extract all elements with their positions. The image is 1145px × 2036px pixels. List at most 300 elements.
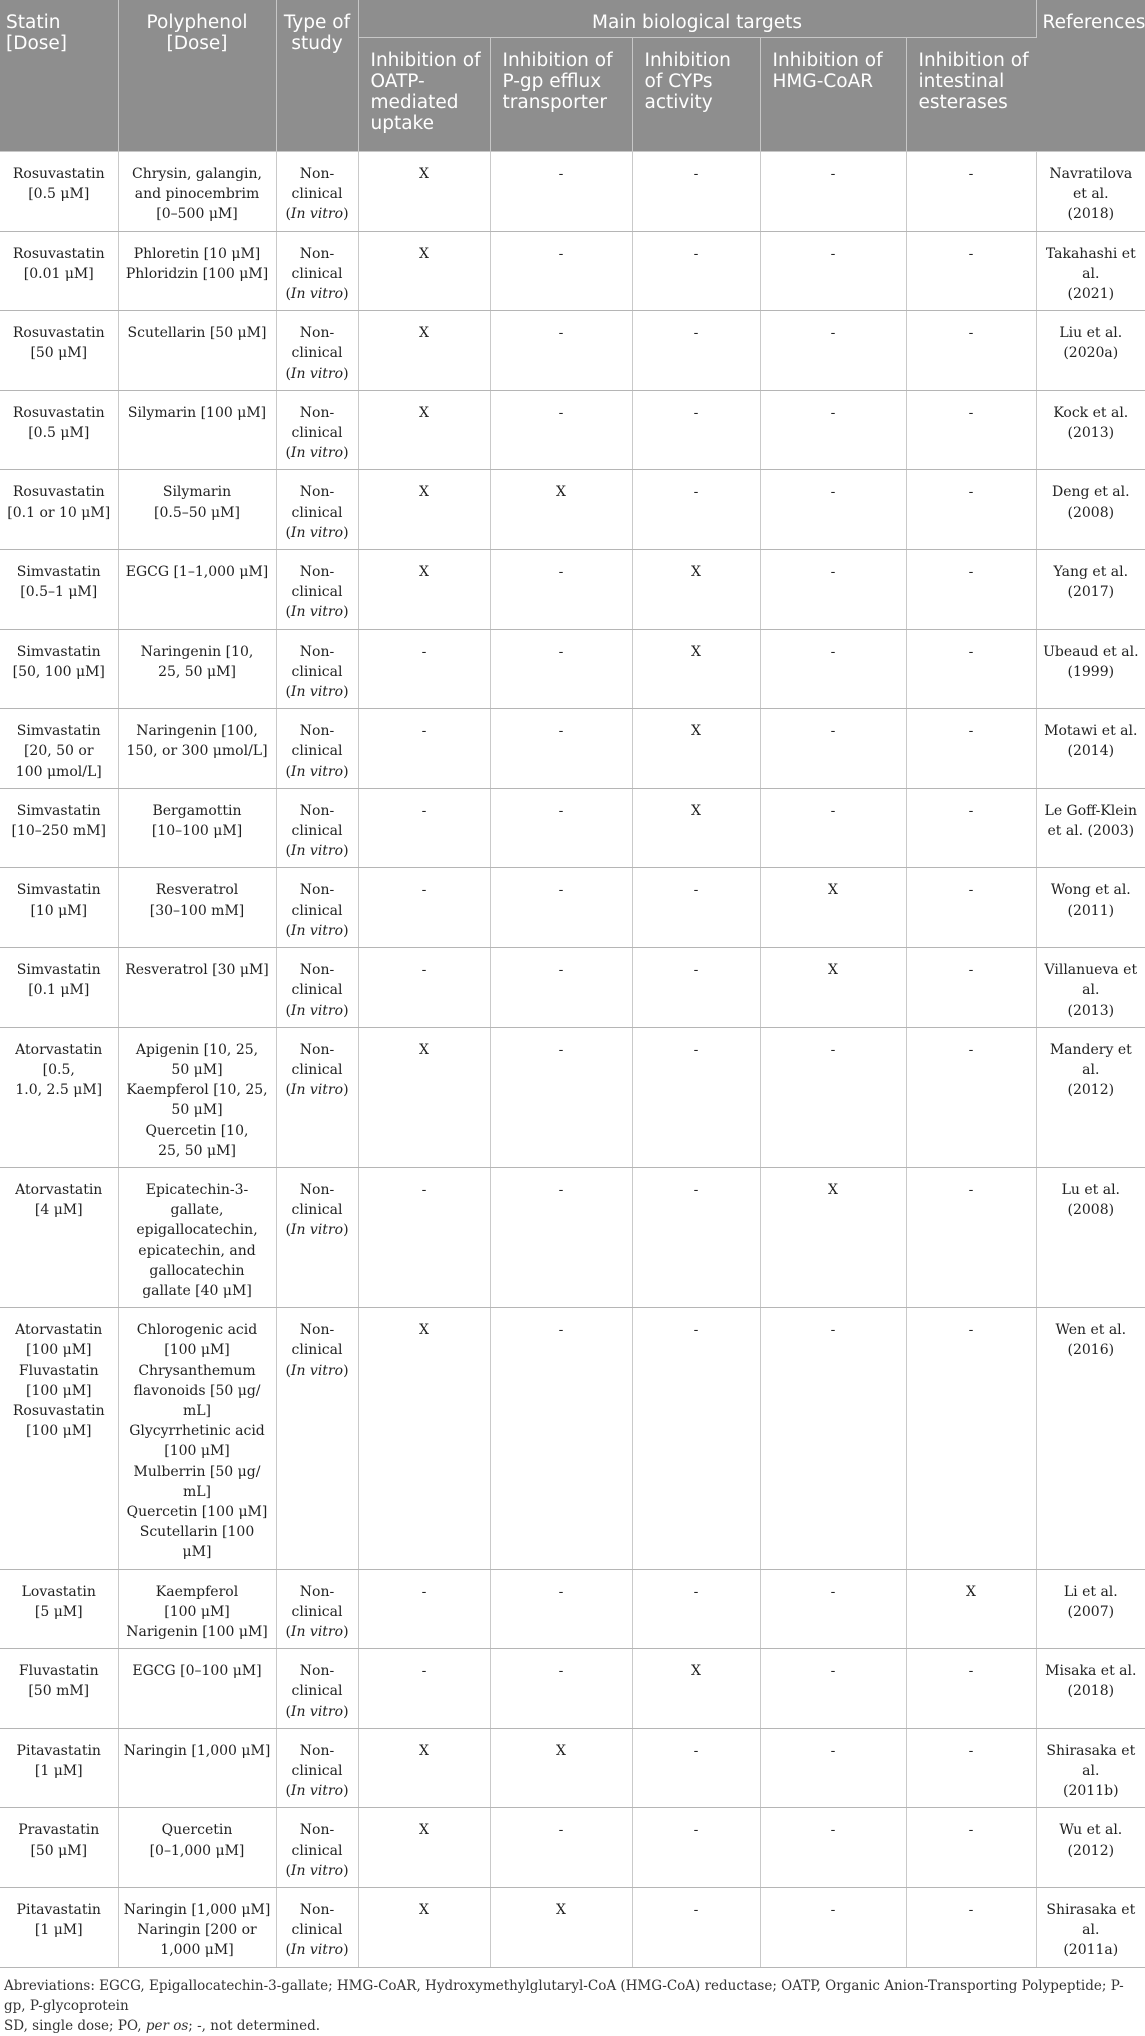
study-type-invitro: (In vitro)	[285, 763, 349, 780]
target-esterases-cell: -	[906, 1728, 1036, 1808]
study-type-cell	[276, 1308, 358, 1569]
target-oatp-cell: -	[358, 948, 490, 1028]
statin-cell	[0, 1728, 118, 1808]
statin-cell	[0, 1808, 118, 1888]
statin-cell-line: Rosuvastatin	[12, 325, 105, 342]
polyphenol-cell-line: 1,000 μM]	[160, 1942, 234, 1959]
target-hmgcoar-cell: -	[760, 1308, 906, 1569]
target-pgp-cell: -	[490, 390, 632, 470]
statin-cell-line: [5 μM]	[34, 1603, 83, 1620]
reference-cell	[1036, 231, 1145, 311]
statin-cell-line: Atorvastatin	[15, 1322, 103, 1339]
target-esterases-cell: -	[906, 1027, 1036, 1167]
statin-cell-line: Simvastatin	[16, 882, 101, 899]
polyphenol-cell-line: 50 μM]	[171, 1102, 223, 1119]
target-hmgcoar-cell: X	[760, 1167, 906, 1307]
table-row	[0, 470, 1145, 550]
reference-cell-line: (1999)	[1067, 663, 1115, 680]
table-row	[0, 1649, 1145, 1729]
study-type-cell	[276, 1167, 358, 1307]
polyphenol-cell-line: Phloridzin [100 μM]	[125, 265, 269, 282]
polyphenol-cell-line: Epicatechin-3-	[145, 1181, 249, 1198]
target-oatp-cell: X	[358, 1308, 490, 1569]
polyphenol-cell-line: Chlorogenic acid	[136, 1322, 258, 1339]
polyphenol-cell-line: Chrysanthemum	[138, 1362, 256, 1379]
reference-cell	[1036, 550, 1145, 630]
reference-cell-line: Navratilova et al.	[1049, 166, 1133, 203]
reference-cell	[1036, 788, 1145, 868]
table-row	[0, 152, 1145, 232]
polyphenol-cell-line: and pinocembrim	[134, 186, 260, 203]
study-type-invitro: (In vitro)	[285, 843, 349, 860]
target-hmgcoar-cell: X	[760, 948, 906, 1028]
target-cyp-cell: -	[632, 311, 760, 391]
target-pgp-cell: -	[490, 629, 632, 709]
target-esterases-cell: -	[906, 1808, 1036, 1888]
polyphenol-cell-line: flavonoids [50 μg/	[133, 1382, 261, 1399]
statin-cell-line: Fluvastatin	[18, 1362, 99, 1379]
statin-cell-line: [50 μM]	[30, 1842, 88, 1859]
header-hmgcoar: Inhibition of HMG-CoAR	[760, 38, 906, 152]
statin-cell-line: Rosuvastatin	[12, 404, 105, 421]
study-type-invitro: (In vitro)	[285, 1002, 349, 1019]
polyphenol-cell-line: [100 μM]	[164, 1342, 230, 1359]
polyphenol-cell-line: Resveratrol	[155, 882, 239, 899]
polyphenol-cell	[118, 311, 276, 391]
target-cyp-cell: -	[632, 470, 760, 550]
table-row	[0, 1808, 1145, 1888]
table-row	[0, 1308, 1145, 1569]
polyphenol-cell-line: gallate,	[170, 1202, 224, 1219]
header-oatp: Inhibition of OATP-mediated uptake	[358, 38, 490, 152]
footnote-not-determined: ; -, not determined.	[188, 2017, 321, 2034]
reference-cell	[1036, 1308, 1145, 1569]
target-esterases-cell: -	[906, 231, 1036, 311]
reference-cell-line: Le Goff-Klein	[1044, 802, 1138, 819]
polyphenol-cell-line: [100 μM]	[164, 1443, 230, 1460]
study-type-cell	[276, 231, 358, 311]
study-type-invitro: (In vitro)	[285, 1703, 349, 1720]
reference-cell-line: Shirasaka et al.	[1046, 1742, 1136, 1779]
statin-cell	[0, 948, 118, 1028]
target-hmgcoar-cell: X	[760, 868, 906, 948]
reference-cell-line: Kock et al.	[1053, 404, 1129, 421]
target-oatp-cell: -	[358, 709, 490, 789]
reference-cell-line: Takahashi et al.	[1045, 245, 1136, 282]
reference-cell	[1036, 1888, 1145, 1968]
study-type-invitro: (In vitro)	[285, 286, 349, 303]
target-pgp-cell: X	[490, 1728, 632, 1808]
target-pgp-cell: X	[490, 470, 632, 550]
study-type-prefix: Non-clinical	[291, 643, 343, 680]
reference-cell-line: Mandery et al.	[1049, 1041, 1132, 1078]
statin-cell-line: Lovastatin	[21, 1583, 96, 1600]
study-type-invitro: (In vitro)	[285, 1942, 349, 1959]
reference-cell-line: (2008)	[1067, 504, 1115, 521]
polyphenol-cell-line: Scutellarin [100 μM]	[139, 1524, 255, 1561]
table-row	[0, 550, 1145, 630]
polyphenol-cell-line: Glycyrrhetinic acid	[129, 1423, 265, 1440]
polyphenol-cell	[118, 1649, 276, 1729]
target-hmgcoar-cell: -	[760, 709, 906, 789]
polyphenol-cell-line: Naringin [1,000 μM]	[123, 1902, 271, 1919]
study-type-invitro: (In vitro)	[285, 524, 349, 541]
target-cyp-cell: X	[632, 788, 760, 868]
polyphenol-cell-line: Phloretin [10 μM]	[133, 245, 261, 262]
reference-cell-line: Deng et al.	[1052, 484, 1130, 501]
study-type-cell	[276, 629, 358, 709]
statin-cell-line: [50 mM]	[28, 1683, 90, 1700]
study-type-invitro-text: In vitro	[290, 1942, 344, 1959]
statin-cell-line: Pravastatin	[18, 1822, 100, 1839]
polyphenol-cell-line: mL]	[182, 1483, 212, 1500]
polyphenol-cell	[118, 1167, 276, 1307]
statin-cell-line: [0.01 μM]	[23, 265, 94, 282]
study-type-prefix: Non-clinical	[291, 1041, 343, 1078]
study-type-cell	[276, 470, 358, 550]
reference-cell-line: (2021)	[1067, 286, 1115, 303]
target-pgp-cell: -	[490, 1308, 632, 1569]
target-pgp-cell: -	[490, 311, 632, 391]
polyphenol-cell-line: epigallocatechin,	[136, 1222, 258, 1239]
table-body	[0, 152, 1145, 1968]
polyphenol-cell	[118, 1308, 276, 1569]
table-row	[0, 1167, 1145, 1307]
study-type-prefix: Non-clinical	[291, 484, 343, 521]
study-type-invitro-text: In vitro	[290, 524, 344, 541]
study-type-cell	[276, 868, 358, 948]
reference-cell	[1036, 1808, 1145, 1888]
header-statin: Statin [Dose]	[0, 0, 118, 152]
statin-cell-line: Atorvastatin	[15, 1181, 103, 1198]
table-row	[0, 1027, 1145, 1167]
polyphenol-cell-line: Quercetin [10,	[145, 1122, 249, 1139]
study-type-invitro-text: In vitro	[290, 206, 344, 223]
target-hmgcoar-cell: -	[760, 311, 906, 391]
statin-cell-line: Rosuvastatin	[12, 1402, 105, 1419]
target-oatp-cell: -	[358, 1569, 490, 1649]
polyphenol-cell-line: [30–100 mM]	[149, 902, 245, 919]
statin-cell	[0, 1888, 118, 1968]
statin-cell-line: Simvastatin	[16, 643, 101, 660]
statin-cell-line: Pitavastatin	[16, 1742, 101, 1759]
study-type-cell	[276, 152, 358, 232]
study-type-prefix: Non-clinical	[291, 882, 343, 919]
target-pgp-cell: -	[490, 1027, 632, 1167]
reference-cell-line: (2011a)	[1063, 1942, 1119, 1959]
statin-cell-line: [100 μM]	[25, 1342, 92, 1359]
table-row	[0, 709, 1145, 789]
polyphenol-cell	[118, 948, 276, 1028]
study-type-prefix: Non-clinical	[291, 1583, 343, 1620]
target-hmgcoar-cell: -	[760, 1649, 906, 1729]
study-type-prefix: Non-clinical	[291, 1181, 343, 1219]
target-oatp-cell: -	[358, 1167, 490, 1307]
polyphenol-cell-line: Quercetin	[161, 1822, 233, 1839]
study-type-cell	[276, 709, 358, 789]
study-type-cell	[276, 1888, 358, 1968]
statin-cell	[0, 152, 118, 232]
statin-cell-line: Simvastatin	[16, 564, 101, 581]
study-type-invitro-text: In vitro	[290, 604, 344, 621]
study-type-cell	[276, 390, 358, 470]
reference-cell-line: Li et al. (2007)	[1063, 1583, 1118, 1620]
target-hmgcoar-cell: -	[760, 1808, 906, 1888]
target-esterases-cell: -	[906, 1308, 1036, 1569]
table-row	[0, 1728, 1145, 1808]
target-oatp-cell: X	[358, 1728, 490, 1808]
statin-cell-line: Rosuvastatin	[12, 484, 105, 501]
header-cyp: Inhibition of CYPs activity	[632, 38, 760, 152]
statin-cell-line: [0.1 μM]	[28, 982, 90, 999]
study-type-invitro: (In vitro)	[285, 1222, 349, 1239]
polyphenol-cell-line: EGCG [1–1,000 μM]	[125, 564, 269, 581]
statin-cell-line: [50, 100 μM]	[12, 663, 105, 680]
study-type-prefix: Non-clinical	[291, 723, 343, 760]
statin-cell-line: 1.0, 2.5 μM]	[15, 1082, 103, 1099]
polyphenol-cell-line: [0–500 μM]	[156, 206, 238, 223]
study-type-invitro-text: In vitro	[290, 365, 344, 382]
target-esterases-cell: -	[906, 948, 1036, 1028]
polyphenol-cell-line: Kaempferol [10, 25,	[126, 1082, 268, 1099]
reference-cell	[1036, 629, 1145, 709]
reference-cell-line: Wong et al.	[1050, 882, 1131, 899]
table-header	[0, 0, 1145, 152]
study-type-prefix: Non-clinical	[291, 166, 343, 203]
statin-cell-line: [10 μM]	[30, 902, 88, 919]
target-hmgcoar-cell: -	[760, 788, 906, 868]
reference-cell-line: (2013)	[1067, 1002, 1115, 1019]
target-hmgcoar-cell: -	[760, 390, 906, 470]
header-references: References	[1036, 0, 1145, 152]
target-oatp-cell: -	[358, 1649, 490, 1729]
target-cyp-cell: X	[632, 629, 760, 709]
table-row	[0, 788, 1145, 868]
study-type-cell	[276, 550, 358, 630]
polyphenol-cell-line: Bergamottin	[152, 802, 242, 819]
statin-cell-line: Fluvastatin	[18, 1663, 99, 1680]
target-pgp-cell: -	[490, 1569, 632, 1649]
study-type-invitro-text: In vitro	[290, 1362, 344, 1379]
target-pgp-cell: -	[490, 948, 632, 1028]
target-oatp-cell: X	[358, 311, 490, 391]
study-type-invitro: (In vitro)	[285, 206, 349, 223]
study-type-prefix: Non-clinical	[291, 1822, 343, 1859]
statin-cell-line: Simvastatin	[16, 802, 101, 819]
polyphenol-cell-line: gallocatechin	[149, 1262, 245, 1279]
target-esterases-cell: -	[906, 470, 1036, 550]
polyphenol-cell-line: Naringenin [100,	[136, 723, 258, 740]
header-esterases: Inhibition of intestinal esterases	[906, 38, 1036, 152]
reference-cell-line: (2011)	[1067, 902, 1115, 919]
polyphenol-cell	[118, 1027, 276, 1167]
study-type-invitro-text: In vitro	[290, 684, 344, 701]
study-type-invitro-text: In vitro	[290, 1623, 344, 1640]
target-pgp-cell: -	[490, 868, 632, 948]
statin-cell-line: [1 μM]	[34, 1763, 83, 1779]
target-pgp-cell: -	[490, 1808, 632, 1888]
statin-cell-line: [20, 50 or	[23, 743, 94, 760]
target-hmgcoar-cell: -	[760, 1027, 906, 1167]
target-oatp-cell: X	[358, 390, 490, 470]
polyphenol-cell-line: mL]	[182, 1402, 212, 1419]
target-hmgcoar-cell: -	[760, 629, 906, 709]
polyphenol-cell	[118, 550, 276, 630]
header-pgp: Inhibition of P-gp efflux transporter	[490, 38, 632, 152]
reference-cell-line: Liu et al. (2020a)	[1059, 325, 1123, 362]
statin-cell-line: Rosuvastatin	[12, 245, 105, 262]
study-type-invitro: (In vitro)	[285, 1862, 349, 1879]
statin-cell-line: 100 μmol/L]	[15, 763, 102, 780]
statin-cell-line: Simvastatin	[16, 962, 101, 979]
polyphenol-cell-line: 150, or 300 μmol/L]	[126, 743, 268, 760]
reference-cell-line: Yang et al.	[1053, 564, 1129, 581]
target-oatp-cell: X	[358, 470, 490, 550]
reference-cell-line: Motawi et al.	[1044, 723, 1138, 740]
study-type-invitro-text: In vitro	[290, 1222, 344, 1239]
statin-cell	[0, 470, 118, 550]
statin-cell-line: [0.5–1 μM]	[20, 584, 98, 601]
polyphenol-cell	[118, 390, 276, 470]
study-type-invitro-text: In vitro	[290, 922, 344, 939]
header-polyphenol: Polyphenol [Dose]	[118, 0, 276, 152]
statin-cell-line: [0.1 or 10 μM]	[7, 504, 111, 521]
study-type-invitro-text: In vitro	[290, 1783, 344, 1800]
study-type-invitro: (In vitro)	[285, 365, 349, 382]
statin-cell-line: [100 μM]	[25, 1423, 92, 1440]
study-type-cell	[276, 1649, 358, 1729]
target-pgp-cell: -	[490, 709, 632, 789]
target-cyp-cell: -	[632, 1569, 760, 1649]
study-type-cell	[276, 1808, 358, 1888]
study-type-invitro-text: In vitro	[290, 1703, 344, 1720]
target-pgp-cell: -	[490, 1649, 632, 1729]
study-type-prefix: Non-clinical	[291, 245, 343, 282]
statin-cell-line: Pitavastatin	[16, 1902, 101, 1919]
table-row	[0, 311, 1145, 391]
target-pgp-cell: -	[490, 231, 632, 311]
target-pgp-cell: -	[490, 788, 632, 868]
reference-cell	[1036, 1569, 1145, 1649]
target-esterases-cell: -	[906, 152, 1036, 232]
target-cyp-cell: -	[632, 1308, 760, 1569]
study-type-invitro: (In vitro)	[285, 1362, 349, 1379]
polyphenol-cell-line: [0.5–50 μM]	[154, 504, 240, 521]
target-cyp-cell: -	[632, 1808, 760, 1888]
reference-cell	[1036, 390, 1145, 470]
statin-cell-line: [0.5,	[42, 1061, 75, 1078]
polyphenol-cell-line: [10–100 μM]	[151, 823, 243, 840]
study-type-prefix: Non-clinical	[291, 962, 343, 999]
target-cyp-cell: -	[632, 868, 760, 948]
statin-cell-line: [4 μM]	[34, 1202, 83, 1219]
polyphenol-cell	[118, 629, 276, 709]
table-footnote	[0, 1968, 1145, 2036]
target-cyp-cell: X	[632, 1649, 760, 1729]
polyphenol-cell-line: Naringin [1,000 μM]	[123, 1742, 271, 1759]
statin-cell	[0, 788, 118, 868]
polyphenol-cell	[118, 1728, 276, 1808]
target-oatp-cell: X	[358, 1808, 490, 1888]
statin-cell	[0, 709, 118, 789]
polyphenol-cell	[118, 1888, 276, 1968]
polyphenol-cell-line: Scutellarin [50 μM]	[127, 325, 267, 342]
study-type-prefix: Non-clinical	[291, 802, 343, 840]
reference-cell-line: et al. (2003)	[1047, 823, 1135, 840]
target-hmgcoar-cell: -	[760, 1888, 906, 1968]
polyphenol-cell-line: Silymarin [100 μM]	[127, 404, 267, 421]
reference-cell	[1036, 152, 1145, 232]
statin-cell-line: Rosuvastatin	[12, 166, 105, 182]
study-type-prefix: Non-clinical	[291, 404, 343, 442]
table-row	[0, 948, 1145, 1028]
reference-cell	[1036, 1167, 1145, 1307]
target-cyp-cell: -	[632, 1167, 760, 1307]
polyphenol-cell-line: 50 μM]	[171, 1061, 223, 1078]
study-type-prefix: Non-clinical	[291, 325, 343, 362]
study-type-invitro: (In vitro)	[285, 1082, 349, 1099]
reference-cell-line: Wu et al. (2012)	[1059, 1822, 1123, 1859]
table-row	[0, 390, 1145, 470]
target-cyp-cell: -	[632, 948, 760, 1028]
study-type-cell	[276, 948, 358, 1028]
target-esterases-cell: -	[906, 709, 1036, 789]
reference-cell	[1036, 709, 1145, 789]
header-main-targets: Main biological targets	[358, 0, 1036, 38]
target-cyp-cell: X	[632, 709, 760, 789]
polyphenol-cell	[118, 709, 276, 789]
study-type-cell	[276, 788, 358, 868]
target-esterases-cell: -	[906, 629, 1036, 709]
target-pgp-cell: -	[490, 550, 632, 630]
study-type-cell	[276, 311, 358, 391]
study-type-cell	[276, 1569, 358, 1649]
polyphenol-cell-line: [100 μM]	[164, 1603, 230, 1620]
statin-cell-line: [0.5 μM]	[28, 425, 90, 442]
target-cyp-cell: -	[632, 152, 760, 232]
study-type-prefix: Non-clinical	[291, 1742, 343, 1779]
statin-cell	[0, 1569, 118, 1649]
study-type-invitro-text: In vitro	[290, 843, 344, 860]
target-oatp-cell: X	[358, 1027, 490, 1167]
target-oatp-cell: X	[358, 550, 490, 630]
reference-cell	[1036, 868, 1145, 948]
target-cyp-cell: -	[632, 1728, 760, 1808]
study-type-invitro-text: In vitro	[290, 286, 344, 303]
reference-cell-line: (2011b)	[1063, 1783, 1119, 1800]
study-type-invitro-text: In vitro	[290, 1862, 344, 1879]
polyphenol-cell-line: Mulberrin [50 μg/	[133, 1463, 261, 1480]
target-oatp-cell: X	[358, 152, 490, 232]
target-cyp-cell: -	[632, 1888, 760, 1968]
target-pgp-cell: -	[490, 1167, 632, 1307]
study-type-cell	[276, 1027, 358, 1167]
target-oatp-cell: X	[358, 231, 490, 311]
statin-cell-line: [1 μM]	[34, 1922, 83, 1939]
polyphenol-cell	[118, 1808, 276, 1888]
target-oatp-cell: X	[358, 1888, 490, 1968]
polyphenol-cell-line: Naringin [200 or	[137, 1922, 257, 1939]
target-pgp-cell: X	[490, 1888, 632, 1968]
polyphenol-cell	[118, 1569, 276, 1649]
target-esterases-cell: -	[906, 311, 1036, 391]
reference-cell	[1036, 311, 1145, 391]
reference-cell	[1036, 1728, 1145, 1808]
footnote-sd-po: SD, single dose; PO,	[4, 2017, 142, 2034]
polyphenol-cell-line: 25, 50 μM]	[158, 663, 236, 680]
reference-cell-line: (2013)	[1067, 425, 1115, 442]
target-esterases-cell: -	[906, 788, 1036, 868]
